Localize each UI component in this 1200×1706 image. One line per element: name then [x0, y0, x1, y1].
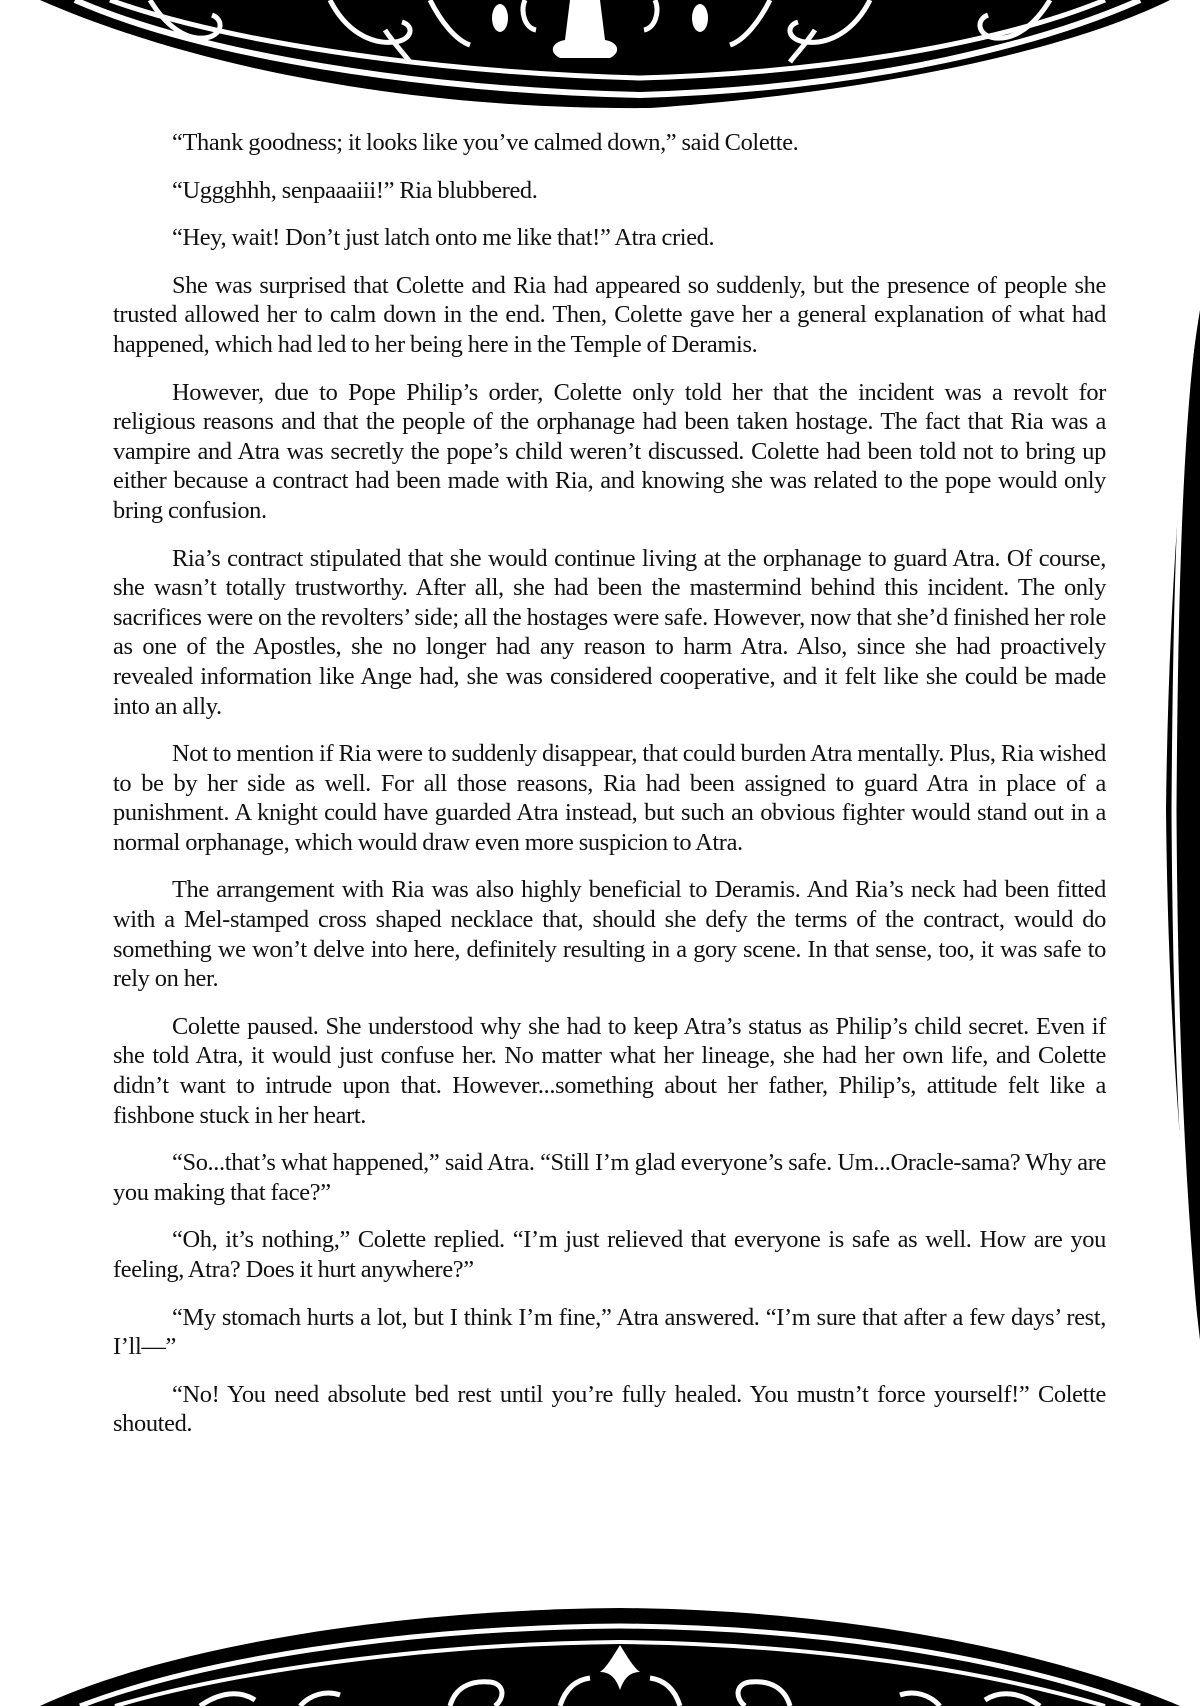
paragraph-dialogue-colette-shouted: “No! You need absolute bed rest until you’re fully healed. You mustn’t force yourself!” Colette shouted.	[113, 1380, 1106, 1438]
right-arc-ornament-icon	[1150, 250, 1200, 1360]
bottom-medallion-ornament-icon	[0, 1600, 1200, 1706]
paragraph-dialogue-atra-stomach: “My stomach hurts a lot, but I think I’m fine,” Atra answered. “I’m sure that after a few days’ rest, I’ll—”	[113, 1303, 1106, 1361]
paragraph-narration-ria-guard: Not to mention if Ria were to suddenly disappear, that could burden Atra mentally. Plus, Ria wished to be by her side as well. For all those reasons, Ria had been assigned to guard Atra in place of a punishment. A knight could have guarded Atra instead, but such an obvious fighter would stand out in a normal orphanage, which would draw even more suspicion to Atra.	[113, 740, 1106, 856]
paragraph-dialogue-atra-so: “So...that’s what happened,” said Atra. “Still I’m glad everyone’s safe. Um...Oracle-sama? Why are you making that face?”	[113, 1149, 1106, 1206]
paragraph-narration-ria-contract: Ria’s contract stipulated that she would continue living at the orphanage to guard Atra. Of course, she wasn’t totally trustworthy. After all, she had been the mastermind behind this incident. The only sacrifices were on the revolters’ side; all the hostages were safe. However, now that she’d finished her role as one of the Apostles, she no longer had any reason to harm Atra. Also, since she had proactively revealed information like Ange had, she was considered cooperative, and it felt like she could be made into an ally.	[113, 544, 1106, 720]
paragraph-narration-colette-paused: Colette paused. She understood why she had to keep Atra’s status as Philip’s child secret. Even if she told Atra, it would just confuse her. No matter what her lineage, she had her own life, and Colette didn’t want to intrude upon that. However...something about her father, Philip’s, attitude felt like a fishbone stuck in her heart.	[113, 1012, 1106, 1129]
paragraph-dialogue-ria-blubbered: “Uggghhh, senpaaaiii!” Ria blubbered.	[172, 176, 538, 204]
paragraph-narration-pope-order: However, due to Pope Philip’s order, Colette only told her that the incident was a revolt for religious reasons and that the people of the orphanage had been taken hostage. The fact that Ria was a vampire and Atra was secretly the pope’s child weren’t discussed. Colette had been told not to bring up either because a contract had been made with Ria, and knowing she was related to the pope would only bring confusion.	[113, 378, 1106, 524]
paragraph-dialogue-colette-calmed: “Thank goodness; it looks like you’ve calmed down,” said Colette.	[172, 129, 799, 156]
top-scroll-ornament-icon	[0, 0, 1200, 115]
paragraph-narration-necklace: The arrangement with Ria was also highly beneficial to Deramis. And Ria’s neck had been fitted with a Mel-stamped cross shaped necklace that, should she defy the terms of the contract, would do something we won’t delve into here, definitely resulting in a gory scene. In that sense, too, it was safe to rely on her.	[113, 876, 1106, 993]
paragraph-narration-surprised: She was surprised that Colette and Ria had appeared so suddenly, but the presence of people she trusted allowed her to calm down in the end. Then, Colette gave her a general explanation of what had happened, which had led to her being here in the Temple of Deramis.	[113, 271, 1106, 358]
paragraph-dialogue-colette-nothing: “Oh, it’s nothing,” Colette replied. “I’m just relieved that everyone is safe as well. How are you feeling, Atra? Does it hurt anywhere?”	[113, 1226, 1106, 1283]
page-body-text	[113, 128, 1106, 1457]
paragraph-dialogue-atra-cried: “Hey, wait! Don’t just latch onto me like that!” Atra cried.	[172, 224, 715, 252]
